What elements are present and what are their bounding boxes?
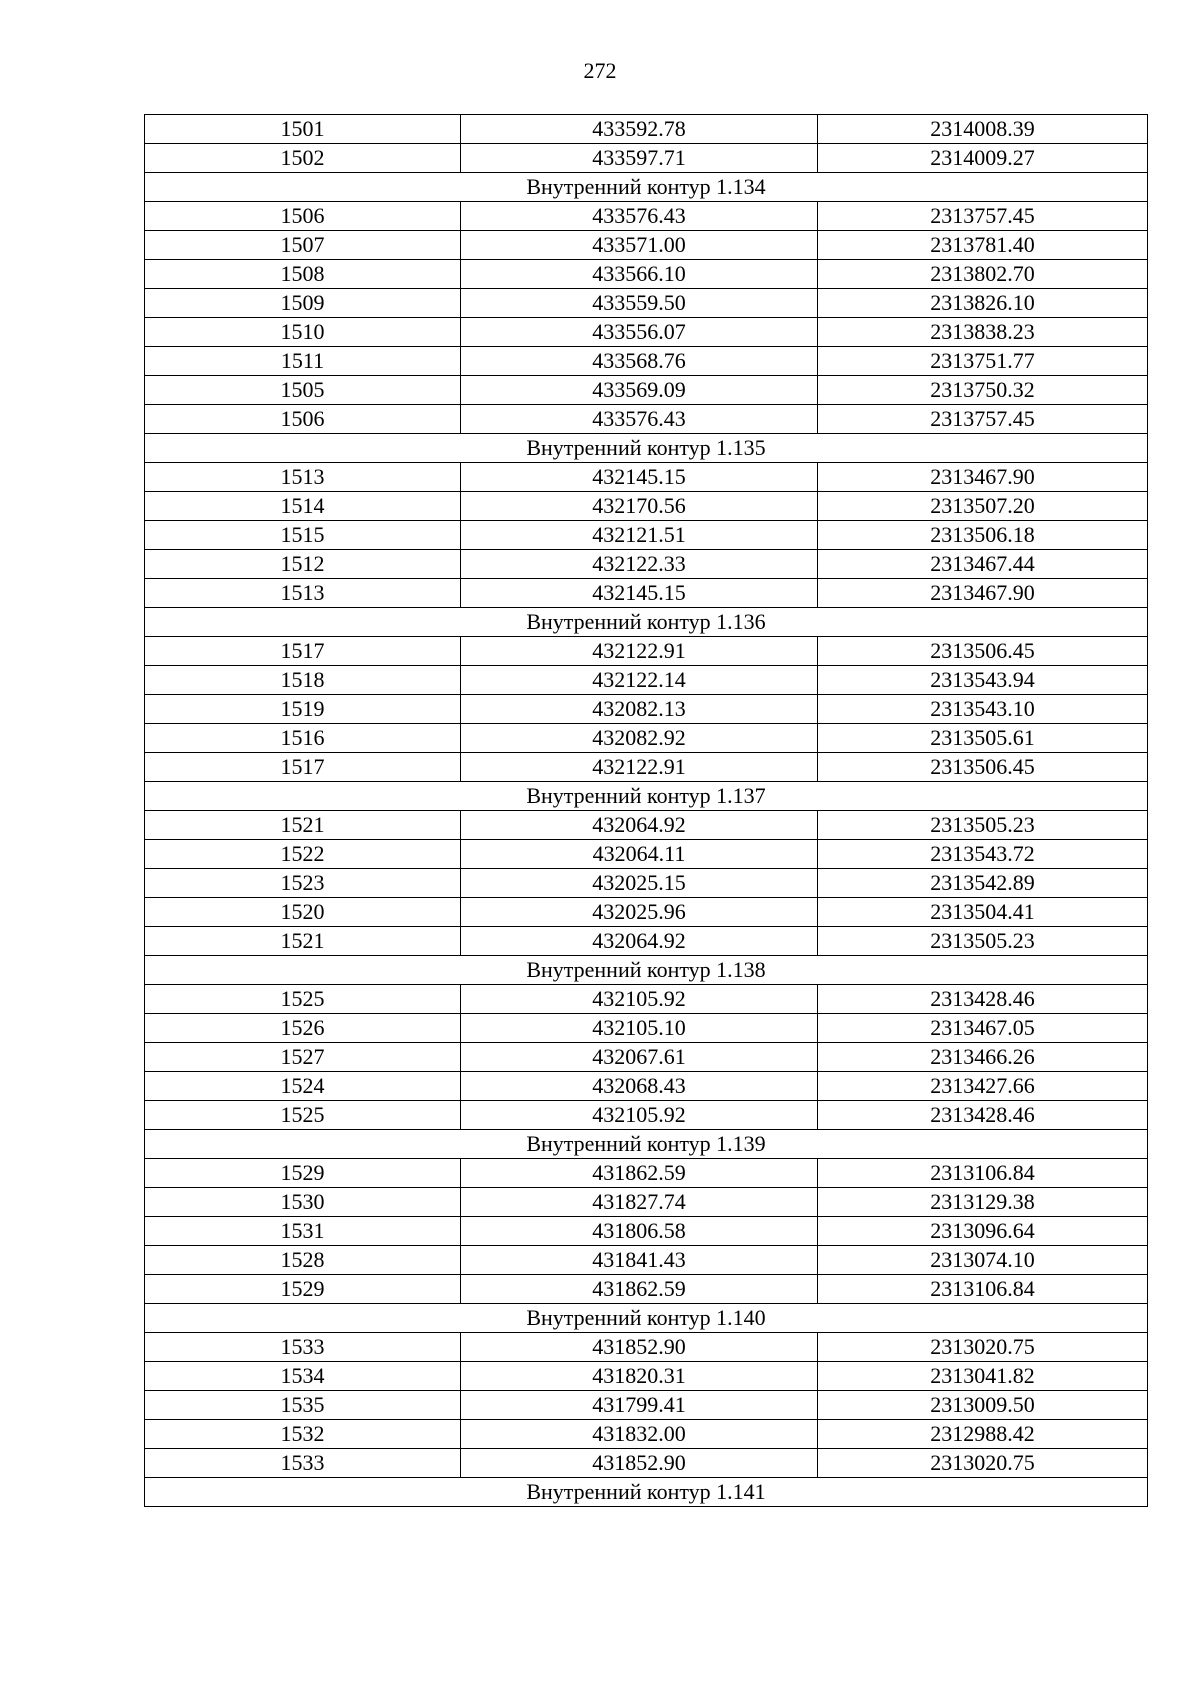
x-coordinate-cell: 431806.58	[461, 1217, 818, 1246]
table-row	[145, 347, 1148, 376]
table-row	[145, 260, 1148, 289]
contour-header-row	[145, 608, 1148, 637]
y-coordinate-cell: 2313467.05	[818, 1014, 1148, 1043]
point-number-cell: 1511	[145, 347, 461, 376]
table-row	[145, 463, 1148, 492]
contour-header-row	[145, 1304, 1148, 1333]
point-number-cell: 1508	[145, 260, 461, 289]
y-coordinate-cell: 2313074.10	[818, 1246, 1148, 1275]
point-number-cell: 1528	[145, 1246, 461, 1275]
point-number-cell: 1512	[145, 550, 461, 579]
table-row	[145, 753, 1148, 782]
point-number-cell: 1524	[145, 1072, 461, 1101]
point-number-cell: 1506	[145, 202, 461, 231]
y-coordinate-cell: 2313505.23	[818, 811, 1148, 840]
table-row	[145, 318, 1148, 347]
point-number-cell: 1534	[145, 1362, 461, 1391]
x-coordinate-cell: 432121.51	[461, 521, 818, 550]
y-coordinate-cell: 2313750.32	[818, 376, 1148, 405]
point-number-cell: 1520	[145, 898, 461, 927]
x-coordinate-cell: 433566.10	[461, 260, 818, 289]
x-coordinate-cell: 432105.92	[461, 985, 818, 1014]
x-coordinate-cell: 432122.91	[461, 753, 818, 782]
x-coordinate-cell: 432025.96	[461, 898, 818, 927]
y-coordinate-cell: 2313505.61	[818, 724, 1148, 753]
x-coordinate-cell: 432105.10	[461, 1014, 818, 1043]
table-row	[145, 927, 1148, 956]
table-row	[145, 579, 1148, 608]
y-coordinate-cell: 2313428.46	[818, 1101, 1148, 1130]
y-coordinate-cell: 2313467.44	[818, 550, 1148, 579]
point-number-cell: 1510	[145, 318, 461, 347]
table-row	[145, 1188, 1148, 1217]
y-coordinate-cell: 2313467.90	[818, 463, 1148, 492]
table-row	[145, 1014, 1148, 1043]
point-number-cell: 1516	[145, 724, 461, 753]
x-coordinate-cell: 433597.71	[461, 144, 818, 173]
x-coordinate-cell: 431841.43	[461, 1246, 818, 1275]
x-coordinate-cell: 431799.41	[461, 1391, 818, 1420]
contour-header-row	[145, 434, 1148, 463]
coordinates-table-body	[145, 115, 1148, 1507]
point-number-cell: 1502	[145, 144, 461, 173]
x-coordinate-cell: 433568.76	[461, 347, 818, 376]
point-number-cell: 1529	[145, 1159, 461, 1188]
point-number-cell: 1532	[145, 1420, 461, 1449]
point-number-cell: 1531	[145, 1217, 461, 1246]
x-coordinate-cell: 432082.92	[461, 724, 818, 753]
point-number-cell: 1533	[145, 1333, 461, 1362]
point-number-cell: 1518	[145, 666, 461, 695]
x-coordinate-cell: 431862.59	[461, 1275, 818, 1304]
table-row	[145, 1159, 1148, 1188]
point-number-cell: 1513	[145, 579, 461, 608]
point-number-cell: 1513	[145, 463, 461, 492]
point-number-cell: 1533	[145, 1449, 461, 1478]
y-coordinate-cell: 2313838.23	[818, 318, 1148, 347]
point-number-cell: 1522	[145, 840, 461, 869]
point-number-cell: 1525	[145, 985, 461, 1014]
table-row	[145, 289, 1148, 318]
x-coordinate-cell: 432122.91	[461, 637, 818, 666]
point-number-cell: 1526	[145, 1014, 461, 1043]
table-row	[145, 898, 1148, 927]
point-number-cell: 1521	[145, 927, 461, 956]
x-coordinate-cell: 432122.33	[461, 550, 818, 579]
contour-label: Внутренний контур 1.136	[145, 608, 1148, 637]
x-coordinate-cell: 432082.13	[461, 695, 818, 724]
table-row	[145, 231, 1148, 260]
x-coordinate-cell: 432105.92	[461, 1101, 818, 1130]
table-row	[145, 1449, 1148, 1478]
x-coordinate-cell: 432064.11	[461, 840, 818, 869]
y-coordinate-cell: 2313041.82	[818, 1362, 1148, 1391]
x-coordinate-cell: 432064.92	[461, 927, 818, 956]
table-row	[145, 376, 1148, 405]
point-number-cell: 1509	[145, 289, 461, 318]
contour-header-row	[145, 173, 1148, 202]
y-coordinate-cell: 2313427.66	[818, 1072, 1148, 1101]
y-coordinate-cell: 2312988.42	[818, 1420, 1148, 1449]
coordinates-table	[144, 114, 1148, 1507]
x-coordinate-cell: 433571.00	[461, 231, 818, 260]
x-coordinate-cell: 432122.14	[461, 666, 818, 695]
x-coordinate-cell: 431832.00	[461, 1420, 818, 1449]
contour-header-row	[145, 1478, 1148, 1507]
contour-label: Внутренний контур 1.139	[145, 1130, 1148, 1159]
y-coordinate-cell: 2313129.38	[818, 1188, 1148, 1217]
table-row	[145, 1072, 1148, 1101]
table-row	[145, 637, 1148, 666]
y-coordinate-cell: 2313506.18	[818, 521, 1148, 550]
y-coordinate-cell: 2313020.75	[818, 1333, 1148, 1362]
y-coordinate-cell: 2313106.84	[818, 1275, 1148, 1304]
x-coordinate-cell: 433592.78	[461, 115, 818, 144]
y-coordinate-cell: 2313757.45	[818, 202, 1148, 231]
x-coordinate-cell: 432068.43	[461, 1072, 818, 1101]
point-number-cell: 1519	[145, 695, 461, 724]
table-row	[145, 1043, 1148, 1072]
y-coordinate-cell: 2313428.46	[818, 985, 1148, 1014]
point-number-cell: 1523	[145, 869, 461, 898]
table-row	[145, 724, 1148, 753]
table-row	[145, 1420, 1148, 1449]
table-row	[145, 1275, 1148, 1304]
table-row	[145, 811, 1148, 840]
contour-label: Внутренний контур 1.135	[145, 434, 1148, 463]
point-number-cell: 1506	[145, 405, 461, 434]
y-coordinate-cell: 2313505.23	[818, 927, 1148, 956]
y-coordinate-cell: 2314008.39	[818, 115, 1148, 144]
table-row	[145, 985, 1148, 1014]
y-coordinate-cell: 2313504.41	[818, 898, 1148, 927]
table-row	[145, 521, 1148, 550]
x-coordinate-cell: 432025.15	[461, 869, 818, 898]
point-number-cell: 1501	[145, 115, 461, 144]
y-coordinate-cell: 2313506.45	[818, 637, 1148, 666]
contour-header-row	[145, 956, 1148, 985]
point-number-cell: 1517	[145, 637, 461, 666]
y-coordinate-cell: 2313507.20	[818, 492, 1148, 521]
table-row	[145, 695, 1148, 724]
y-coordinate-cell: 2314009.27	[818, 144, 1148, 173]
x-coordinate-cell: 431862.59	[461, 1159, 818, 1188]
x-coordinate-cell: 432064.92	[461, 811, 818, 840]
contour-label: Внутренний контур 1.141	[145, 1478, 1148, 1507]
table-row	[145, 666, 1148, 695]
x-coordinate-cell: 431852.90	[461, 1449, 818, 1478]
y-coordinate-cell: 2313466.26	[818, 1043, 1148, 1072]
point-number-cell: 1525	[145, 1101, 461, 1130]
y-coordinate-cell: 2313106.84	[818, 1159, 1148, 1188]
y-coordinate-cell: 2313542.89	[818, 869, 1148, 898]
table-row	[145, 202, 1148, 231]
point-number-cell: 1514	[145, 492, 461, 521]
y-coordinate-cell: 2313543.10	[818, 695, 1148, 724]
y-coordinate-cell: 2313096.64	[818, 1217, 1148, 1246]
table-row	[145, 550, 1148, 579]
y-coordinate-cell: 2313543.94	[818, 666, 1148, 695]
y-coordinate-cell: 2313543.72	[818, 840, 1148, 869]
table-row	[145, 840, 1148, 869]
contour-label: Внутренний контур 1.140	[145, 1304, 1148, 1333]
x-coordinate-cell: 431827.74	[461, 1188, 818, 1217]
x-coordinate-cell: 432067.61	[461, 1043, 818, 1072]
y-coordinate-cell: 2313020.75	[818, 1449, 1148, 1478]
x-coordinate-cell: 431820.31	[461, 1362, 818, 1391]
y-coordinate-cell: 2313757.45	[818, 405, 1148, 434]
y-coordinate-cell: 2313751.77	[818, 347, 1148, 376]
point-number-cell: 1527	[145, 1043, 461, 1072]
x-coordinate-cell: 433576.43	[461, 202, 818, 231]
point-number-cell: 1529	[145, 1275, 461, 1304]
table-row	[145, 1101, 1148, 1130]
contour-label: Внутренний контур 1.137	[145, 782, 1148, 811]
point-number-cell: 1515	[145, 521, 461, 550]
page-number: 272	[583, 58, 617, 83]
point-number-cell: 1517	[145, 753, 461, 782]
contour-header-row	[145, 1130, 1148, 1159]
table-row	[145, 1391, 1148, 1420]
contour-header-row	[145, 782, 1148, 811]
point-number-cell: 1535	[145, 1391, 461, 1420]
x-coordinate-cell: 433556.07	[461, 318, 818, 347]
x-coordinate-cell: 433569.09	[461, 376, 818, 405]
point-number-cell: 1521	[145, 811, 461, 840]
table-row	[145, 1246, 1148, 1275]
contour-label: Внутренний контур 1.134	[145, 173, 1148, 202]
table-row	[145, 1362, 1148, 1391]
table-row	[145, 1217, 1148, 1246]
y-coordinate-cell: 2313009.50	[818, 1391, 1148, 1420]
contour-label: Внутренний контур 1.138	[145, 956, 1148, 985]
x-coordinate-cell: 433559.50	[461, 289, 818, 318]
table-row	[145, 405, 1148, 434]
x-coordinate-cell: 432170.56	[461, 492, 818, 521]
y-coordinate-cell: 2313781.40	[818, 231, 1148, 260]
table-row	[145, 115, 1148, 144]
point-number-cell: 1530	[145, 1188, 461, 1217]
y-coordinate-cell: 2313467.90	[818, 579, 1148, 608]
point-number-cell: 1505	[145, 376, 461, 405]
x-coordinate-cell: 433576.43	[461, 405, 818, 434]
y-coordinate-cell: 2313506.45	[818, 753, 1148, 782]
x-coordinate-cell: 431852.90	[461, 1333, 818, 1362]
table-row	[145, 492, 1148, 521]
point-number-cell: 1507	[145, 231, 461, 260]
x-coordinate-cell: 432145.15	[461, 463, 818, 492]
y-coordinate-cell: 2313802.70	[818, 260, 1148, 289]
table-row	[145, 144, 1148, 173]
y-coordinate-cell: 2313826.10	[818, 289, 1148, 318]
table-row	[145, 1333, 1148, 1362]
table-row	[145, 869, 1148, 898]
x-coordinate-cell: 432145.15	[461, 579, 818, 608]
